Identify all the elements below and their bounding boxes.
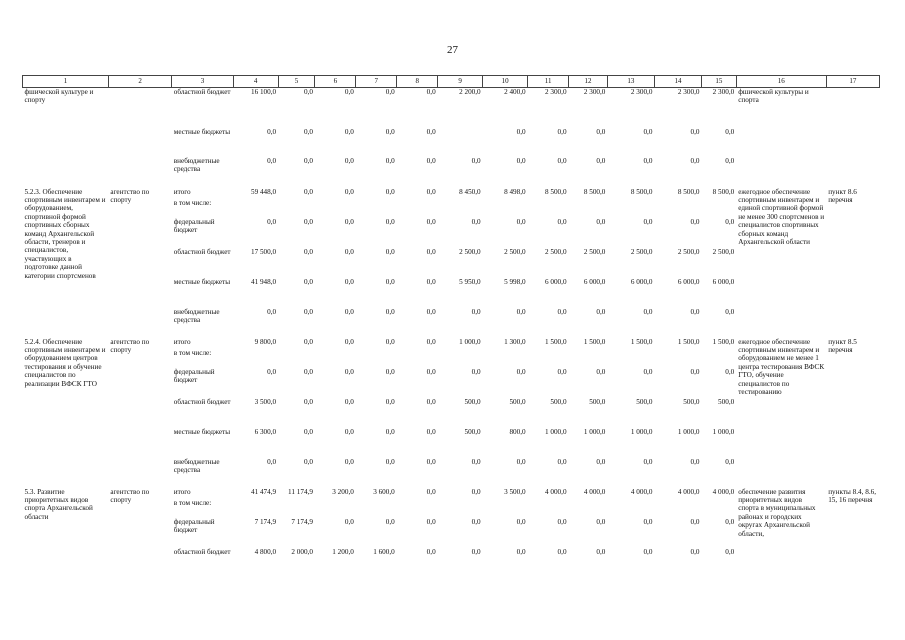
amount-cell: 0,0 [303, 277, 313, 286]
amount-cell: 2 500,0 [504, 247, 526, 256]
amount-cell [397, 199, 438, 210]
amount-cell: 0,0 [725, 307, 735, 316]
amount-cell: 0,0 [344, 217, 354, 226]
amount-cell: 0,0 [516, 307, 526, 316]
amount-cell: 0,0 [426, 427, 436, 436]
amount-cell: 0,0 [426, 457, 436, 466]
amount-cell: 0,0 [385, 217, 395, 226]
amount-cell [701, 499, 736, 510]
amount-cell [528, 499, 569, 510]
amount-cell: 0,0 [385, 277, 395, 286]
amount-cell [569, 499, 608, 510]
amount-cell: 0,0 [557, 547, 567, 556]
amount-cell: 0,0 [385, 337, 395, 346]
amount-cell: 0,0 [725, 127, 735, 136]
amount-cell [483, 499, 528, 510]
column-header: 3 [172, 76, 233, 88]
amount-cell: 0,0 [471, 156, 481, 165]
amount-cell: 41 474,9 [250, 487, 277, 496]
amount-cell: 0,0 [426, 337, 436, 346]
amount-cell [438, 120, 483, 149]
amount-cell: 0,0 [385, 88, 395, 96]
amount-cell: 0,0 [596, 127, 606, 136]
column-header: 8 [397, 76, 438, 88]
amount-cell: 1 500,0 [544, 337, 567, 346]
amount-cell: 0,0 [596, 307, 606, 316]
program-table [22, 75, 880, 570]
amount-cell: 4 800,0 [254, 547, 277, 556]
amount-cell: 0,0 [344, 427, 354, 436]
column-header: 13 [607, 76, 654, 88]
amount-cell: 0,0 [471, 367, 481, 376]
amount-cell: 0,0 [303, 427, 313, 436]
funding-source: областной бюджет [173, 547, 231, 556]
amount-cell: 0,0 [426, 307, 436, 316]
amount-cell: 4 000,0 [544, 487, 567, 496]
amount-cell: 0,0 [385, 187, 395, 196]
amount-cell: 500,0 [464, 427, 481, 436]
amount-cell: 0,0 [385, 517, 395, 526]
amount-cell: 6 000,0 [544, 277, 567, 286]
block-executor: агентство по спорту [110, 487, 150, 504]
amount-cell: 0,0 [426, 217, 436, 226]
amount-cell: 0,0 [557, 127, 567, 136]
amount-cell: 0,0 [471, 457, 481, 466]
amount-cell: 0,0 [516, 367, 526, 376]
amount-cell: 0,0 [643, 217, 653, 226]
amount-cell: 0,0 [725, 547, 735, 556]
column-header: 14 [654, 76, 701, 88]
column-header: 7 [356, 76, 397, 88]
amount-cell: 0,0 [690, 156, 700, 165]
amount-cell: 8 500,0 [583, 187, 606, 196]
amount-cell: 6 000,0 [677, 277, 700, 286]
amount-cell: 0,0 [557, 367, 567, 376]
amount-cell: 0,0 [303, 127, 313, 136]
amount-cell: 0,0 [267, 127, 277, 136]
amount-cell: 0,0 [426, 187, 436, 196]
amount-cell: 0,0 [303, 397, 313, 406]
amount-cell: 0,0 [643, 517, 653, 526]
amount-cell: 0,0 [344, 367, 354, 376]
amount-cell: 0,0 [303, 187, 313, 196]
amount-cell: 0,0 [303, 247, 313, 256]
funding-source: местные бюджеты [173, 427, 231, 436]
funding-source: федеральный бюджет [173, 217, 215, 234]
amount-cell: 0,0 [426, 127, 436, 136]
amount-cell: 0,0 [267, 367, 277, 376]
amount-cell: 0,0 [426, 487, 436, 496]
amount-cell: 0,0 [690, 127, 700, 136]
block-name: фшической культуре и спорту [24, 88, 94, 105]
amount-cell: 500,0 [636, 397, 653, 406]
amount-cell [233, 499, 278, 510]
amount-cell [607, 199, 654, 210]
amount-cell: 0,0 [690, 517, 700, 526]
amount-cell: 0,0 [267, 156, 277, 165]
amount-cell: 0,0 [690, 457, 700, 466]
block-reference [826, 88, 879, 180]
amount-cell: 0,0 [557, 517, 567, 526]
amount-cell: 0,0 [344, 187, 354, 196]
table-row [23, 180, 880, 199]
amount-cell [278, 499, 315, 510]
amount-cell: 3 500,0 [504, 487, 526, 496]
amount-cell: 0,0 [267, 307, 277, 316]
amount-cell: 2 000,0 [291, 547, 313, 556]
amount-cell: 2 200,0 [459, 88, 481, 96]
table-row [23, 480, 880, 499]
amount-cell: 6 000,0 [583, 277, 606, 286]
amount-cell: 500,0 [550, 397, 567, 406]
amount-cell: 2 300,0 [712, 88, 735, 96]
amount-cell: 0,0 [690, 217, 700, 226]
amount-cell [654, 349, 701, 360]
amount-cell: 0,0 [385, 247, 395, 256]
amount-cell [315, 499, 356, 510]
amount-cell [569, 199, 608, 210]
amount-cell: 0,0 [557, 156, 567, 165]
amount-cell: 3 500,0 [254, 397, 277, 406]
amount-cell: 0,0 [426, 88, 436, 96]
amount-cell: 5 998,0 [504, 277, 526, 286]
amount-cell: 2 500,0 [544, 247, 567, 256]
amount-cell: 0,0 [303, 307, 313, 316]
amount-cell: 1 300,0 [504, 337, 526, 346]
amount-cell [315, 199, 356, 210]
amount-cell [654, 199, 701, 210]
amount-cell: 0,0 [385, 457, 395, 466]
amount-cell: 0,0 [643, 127, 653, 136]
amount-cell: 0,0 [303, 457, 313, 466]
amount-cell [438, 499, 483, 510]
amount-cell [654, 499, 701, 510]
amount-cell [397, 349, 438, 360]
funding-source: областной бюджет [173, 88, 231, 96]
amount-cell: 6 300,0 [254, 427, 277, 436]
amount-cell: 0,0 [344, 127, 354, 136]
amount-cell: 0,0 [344, 247, 354, 256]
amount-cell: 6 000,0 [712, 277, 735, 286]
funding-source: внебюджетные средства [173, 457, 220, 474]
amount-cell [233, 199, 278, 210]
amount-cell: 0,0 [643, 457, 653, 466]
amount-cell: 0,0 [471, 217, 481, 226]
amount-cell: 41 948,0 [250, 277, 277, 286]
amount-cell: 1 000,0 [677, 427, 700, 436]
amount-cell: 1 000,0 [712, 427, 735, 436]
amount-cell: 0,0 [643, 547, 653, 556]
amount-cell: 2 500,0 [630, 247, 653, 256]
funding-source: итого [173, 487, 191, 496]
amount-cell: 2 500,0 [583, 247, 606, 256]
amount-cell: 500,0 [464, 397, 481, 406]
amount-cell: 0,0 [690, 367, 700, 376]
amount-cell: 0,0 [344, 397, 354, 406]
column-header: 4 [233, 76, 278, 88]
block-name: 5.2.3. Обеспечение спортивным инвентарем и оборудованием, спортивной формой спортивных сборных команд Архангельской области, тренеров и специалистов, участвующих в подготовке данной категории спортсменов [24, 187, 106, 280]
amount-cell: 0,0 [643, 367, 653, 376]
funding-source: в том числе: [173, 348, 212, 357]
amount-cell: 7 174,9 [291, 517, 313, 526]
funding-source: областной бюджет [173, 397, 231, 406]
amount-cell: 0,0 [471, 307, 481, 316]
amount-cell: 0,0 [344, 517, 354, 526]
block-executor: агентство по спорту [110, 187, 150, 204]
amount-cell: 2 400,0 [504, 88, 526, 96]
amount-cell: 1 500,0 [712, 337, 735, 346]
amount-cell: 2 300,0 [677, 88, 700, 96]
amount-cell [438, 349, 483, 360]
amount-cell: 500,0 [589, 397, 606, 406]
amount-cell: 0,0 [596, 217, 606, 226]
amount-cell: 0,0 [557, 307, 567, 316]
amount-cell: 0,0 [385, 156, 395, 165]
funding-source: итого [173, 187, 191, 196]
amount-cell: 0,0 [557, 457, 567, 466]
amount-cell: 3 200,0 [332, 487, 354, 496]
amount-cell: 0,0 [385, 427, 395, 436]
block-reference: пункт 8.5 перечня [828, 337, 857, 354]
block-reference: пункт 8.6 перечня [828, 187, 857, 204]
column-header: 16 [736, 76, 826, 88]
amount-cell: 0,0 [426, 547, 436, 556]
amount-cell: 500,0 [718, 397, 735, 406]
funding-source: местные бюджеты [173, 127, 231, 136]
amount-cell: 0,0 [690, 547, 700, 556]
amount-cell: 0,0 [516, 127, 526, 136]
block-executor: агентство по спорту [110, 337, 150, 354]
funding-source: местные бюджеты [173, 277, 231, 286]
amount-cell: 500,0 [683, 397, 700, 406]
amount-cell: 0,0 [267, 457, 277, 466]
amount-cell [528, 349, 569, 360]
amount-cell [438, 199, 483, 210]
amount-cell: 0,0 [426, 156, 436, 165]
amount-cell: 0,0 [267, 217, 277, 226]
amount-cell [483, 349, 528, 360]
amount-cell [528, 199, 569, 210]
amount-cell [356, 499, 397, 510]
amount-cell [569, 349, 608, 360]
amount-cell [278, 199, 315, 210]
amount-cell: 0,0 [471, 547, 481, 556]
amount-cell: 0,0 [516, 547, 526, 556]
amount-cell: 0,0 [471, 517, 481, 526]
amount-cell: 1 500,0 [583, 337, 606, 346]
amount-cell: 2 500,0 [459, 247, 481, 256]
amount-cell: 0,0 [596, 367, 606, 376]
amount-cell [607, 499, 654, 510]
column-header: 11 [528, 76, 569, 88]
block-executor [108, 88, 171, 180]
header-row [23, 76, 880, 88]
block-result: ежегодное обеспечение спортивным инвентарем и единой спортивной формой не менее 300 спортсменов и специалистов спортивных сборных команд Архангельской области [738, 187, 825, 246]
page-number: 27 [447, 44, 458, 56]
amount-cell: 2 300,0 [544, 88, 567, 96]
amount-cell: 0,0 [725, 367, 735, 376]
amount-cell [278, 349, 315, 360]
column-header: 15 [701, 76, 736, 88]
amount-cell: 59 448,0 [250, 187, 277, 196]
amount-cell: 8 450,0 [459, 187, 481, 196]
amount-cell: 5 950,0 [459, 277, 481, 286]
amount-cell: 2 500,0 [677, 247, 700, 256]
amount-cell: 2 500,0 [712, 247, 735, 256]
amount-cell: 0,0 [596, 517, 606, 526]
amount-cell: 0,0 [344, 307, 354, 316]
amount-cell: 0,0 [344, 337, 354, 346]
block-reference: пункты 8.4, 8.6, 15, 16 перечня [828, 487, 877, 504]
amount-cell [397, 499, 438, 510]
amount-cell: 1 500,0 [677, 337, 700, 346]
amount-cell: 0,0 [426, 277, 436, 286]
column-header: 12 [569, 76, 608, 88]
amount-cell: 6 000,0 [630, 277, 653, 286]
amount-cell: 0,0 [344, 277, 354, 286]
amount-cell: 8 498,0 [504, 187, 526, 196]
column-header: 10 [483, 76, 528, 88]
amount-cell: 0,0 [426, 517, 436, 526]
amount-cell: 4 000,0 [630, 487, 653, 496]
amount-cell: 0,0 [643, 156, 653, 165]
funding-source: в том числе: [173, 198, 212, 207]
funding-source: федеральный бюджет [173, 517, 215, 534]
block-name: 5.3. Развитие приоритетных видов спорта Архангельской области [24, 487, 93, 521]
amount-cell [356, 199, 397, 210]
amount-cell: 0,0 [725, 156, 735, 165]
amount-cell: 11 174,9 [288, 487, 313, 496]
amount-cell: 0,0 [385, 397, 395, 406]
amount-cell: 8 500,0 [544, 187, 567, 196]
amount-cell: 1 000,0 [459, 337, 481, 346]
amount-cell: 0,0 [344, 457, 354, 466]
amount-cell: 0,0 [426, 367, 436, 376]
amount-cell: 0,0 [643, 307, 653, 316]
amount-cell: 9 800,0 [254, 337, 277, 346]
amount-cell [607, 349, 654, 360]
amount-cell: 3 600,0 [373, 487, 395, 496]
amount-cell: 800,0 [509, 427, 526, 436]
amount-cell: 0,0 [426, 397, 436, 406]
column-header: 1 [23, 76, 109, 88]
amount-cell: 8 500,0 [677, 187, 700, 196]
amount-cell: 2 300,0 [583, 88, 606, 96]
amount-cell: 0,0 [344, 88, 354, 96]
amount-cell: 0,0 [471, 487, 481, 496]
amount-cell: 0,0 [725, 517, 735, 526]
funding-source: в том числе: [173, 498, 212, 507]
column-header: 17 [826, 76, 879, 88]
amount-cell [701, 349, 736, 360]
amount-cell [233, 349, 278, 360]
amount-cell: 0,0 [385, 307, 395, 316]
amount-cell: 1 600,0 [373, 547, 395, 556]
amount-cell: 1 500,0 [630, 337, 653, 346]
amount-cell: 0,0 [303, 367, 313, 376]
block-name: 5.2.4. Обеспечение спортивным инвентарем и оборудованием центров тестирования и обучение специалистов по реализации ВФСК ГТО [24, 337, 106, 388]
amount-cell: 0,0 [516, 517, 526, 526]
amount-cell [356, 349, 397, 360]
amount-cell: 1 000,0 [544, 427, 567, 436]
amount-cell: 0,0 [385, 367, 395, 376]
funding-source: внебюджетные средства [173, 307, 220, 324]
amount-cell: 17 500,0 [250, 247, 277, 256]
amount-cell: 0,0 [303, 217, 313, 226]
column-header: 6 [315, 76, 356, 88]
amount-cell: 1 000,0 [583, 427, 606, 436]
column-header: 9 [438, 76, 483, 88]
amount-cell [315, 349, 356, 360]
amount-cell: 7 174,9 [254, 517, 277, 526]
amount-cell: 0,0 [596, 156, 606, 165]
funding-source: внебюджетные средства [173, 156, 220, 173]
amount-cell: 0,0 [596, 457, 606, 466]
amount-cell: 0,0 [516, 217, 526, 226]
amount-cell: 8 500,0 [712, 187, 735, 196]
table-row [23, 330, 880, 349]
amount-cell: 0,0 [596, 547, 606, 556]
funding-source: федеральный бюджет [173, 367, 215, 384]
amount-cell: 0,0 [725, 217, 735, 226]
amount-cell: 0,0 [303, 88, 313, 96]
column-header: 5 [278, 76, 315, 88]
amount-cell: 0,0 [303, 337, 313, 346]
amount-cell: 2 300,0 [630, 88, 653, 96]
funding-source: итого [173, 337, 191, 346]
amount-cell: 0,0 [516, 457, 526, 466]
amount-cell: 0,0 [426, 247, 436, 256]
amount-cell [483, 199, 528, 210]
amount-cell: 8 500,0 [630, 187, 653, 196]
amount-cell: 0,0 [303, 156, 313, 165]
amount-cell: 0,0 [690, 307, 700, 316]
column-header: 2 [108, 76, 171, 88]
amount-cell: 1 200,0 [332, 547, 354, 556]
amount-cell: 0,0 [385, 127, 395, 136]
amount-cell: 0,0 [516, 156, 526, 165]
amount-cell: 16 100,0 [250, 88, 277, 96]
amount-cell: 4 000,0 [677, 487, 700, 496]
amount-cell: 1 000,0 [630, 427, 653, 436]
amount-cell: 0,0 [725, 457, 735, 466]
amount-cell: 500,0 [509, 397, 526, 406]
amount-cell [701, 199, 736, 210]
amount-cell: 0,0 [557, 217, 567, 226]
table-row [23, 88, 880, 120]
amount-cell: 4 000,0 [712, 487, 735, 496]
funding-source: областной бюджет [173, 247, 231, 256]
amount-cell: 0,0 [344, 156, 354, 165]
block-result: ежегодное обеспечение спортивным инвентарем и оборудованием не менее 1 центра тестирования ВФСК ГТО, обучение специалистов по тестированию [738, 337, 825, 396]
block-result: обеспечение развития приоритетных видов спорта в муниципальных районах и городских округах Архангельской области, [738, 487, 816, 538]
amount-cell: 4 000,0 [583, 487, 606, 496]
block-result: фшической культуры и спорта [738, 88, 809, 105]
